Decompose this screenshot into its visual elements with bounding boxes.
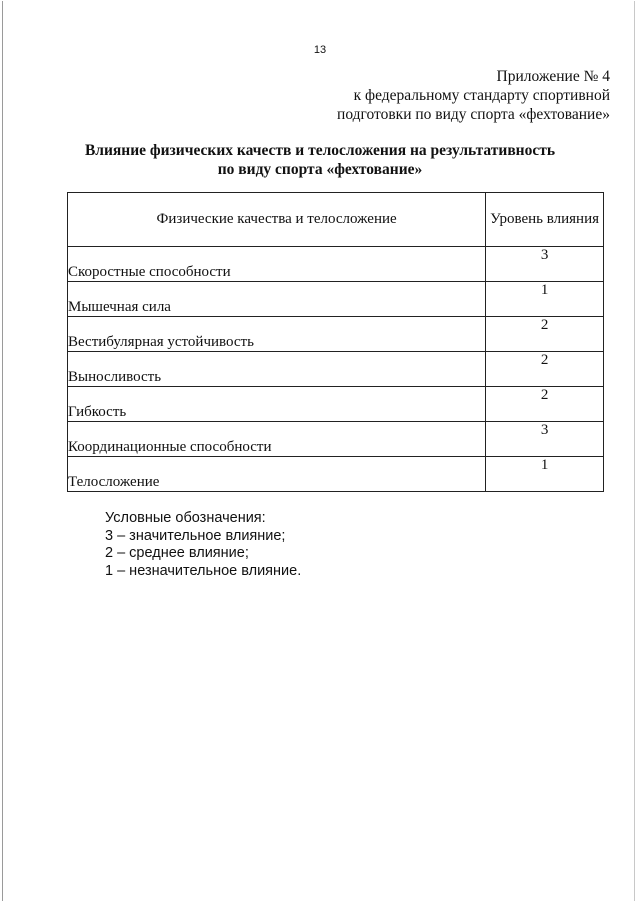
table-row bbox=[68, 282, 604, 317]
appendix-line: Приложение № 4 bbox=[496, 68, 610, 85]
quality-cell: Вестибулярная устойчивость bbox=[68, 317, 486, 352]
table-row bbox=[68, 247, 604, 282]
title-line: по виду спорта «фехтование» bbox=[217, 161, 423, 178]
appendix-line: к федеральному стандарту спортивной bbox=[353, 87, 610, 104]
level-cell: 3 bbox=[486, 422, 604, 457]
title-line: Влияние физических качеств и телосложения на результативность bbox=[84, 142, 556, 159]
appendix-line: подготовки по виду спорта «фехтование» bbox=[337, 106, 610, 123]
legend-item: 3 – значительное влияние; bbox=[105, 527, 286, 544]
header-level: Уровень влияния bbox=[486, 193, 604, 247]
table-row bbox=[68, 317, 604, 352]
quality-cell: Гибкость bbox=[68, 387, 486, 422]
level-cell: 2 bbox=[486, 317, 604, 352]
table-row bbox=[68, 422, 604, 457]
level-cell: 2 bbox=[486, 387, 604, 422]
level-cell: 2 bbox=[486, 352, 604, 387]
table-row bbox=[68, 352, 604, 387]
table-row bbox=[68, 387, 604, 422]
quality-cell: Выносливость bbox=[68, 352, 486, 387]
legend bbox=[105, 510, 301, 580]
appendix-reference bbox=[337, 67, 610, 124]
table-header-row bbox=[68, 193, 604, 247]
header-quality: Физические качества и телосложение bbox=[68, 193, 486, 247]
influence-table bbox=[67, 192, 604, 492]
legend-heading: Условные обозначения: bbox=[105, 510, 266, 526]
document-title bbox=[0, 141, 640, 179]
quality-cell: Телосложение bbox=[68, 457, 486, 492]
level-cell: 3 bbox=[486, 247, 604, 282]
table-row bbox=[68, 457, 604, 492]
legend-item: 2 – среднее влияние; bbox=[105, 545, 249, 561]
quality-cell: Скоростные способности bbox=[68, 247, 486, 282]
quality-cell: Мышечная сила bbox=[68, 282, 486, 317]
quality-cell: Координационные способности bbox=[68, 422, 486, 457]
level-cell: 1 bbox=[486, 282, 604, 317]
level-cell: 1 bbox=[486, 457, 604, 492]
page-number: 13 bbox=[313, 44, 327, 56]
legend-item: 1 – незначительное влияние. bbox=[105, 562, 302, 579]
